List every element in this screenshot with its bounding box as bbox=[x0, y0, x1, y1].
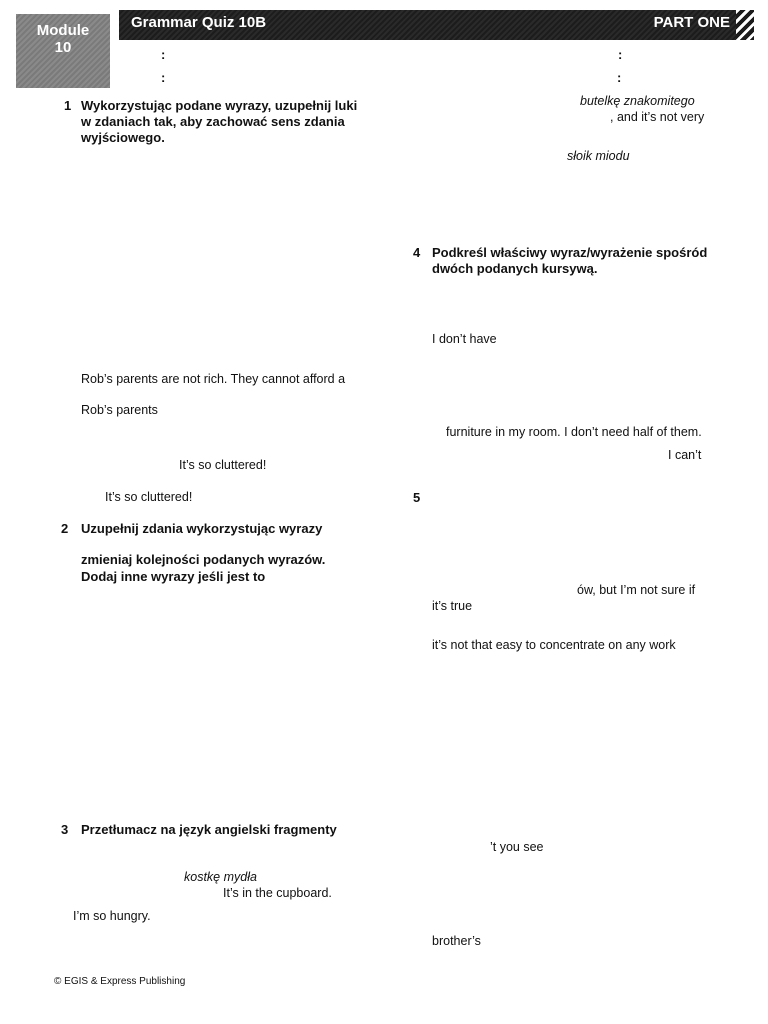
exercise-5-sentence: it’s not that easy to concentrate on any work bbox=[432, 638, 676, 652]
part-label: PART ONE bbox=[653, 14, 730, 31]
exercise-1-instruction-line: w zdaniach tak, aby zachować sens zdania bbox=[81, 114, 345, 129]
date-field-colon: : bbox=[618, 47, 623, 62]
score-field-colon: : bbox=[617, 70, 622, 85]
exercise-3-italic-phrase: słoik miodu bbox=[567, 149, 630, 163]
module-badge bbox=[16, 14, 110, 88]
exercise-4-number: 4 bbox=[413, 245, 421, 260]
exercise-1-instruction-line: wyjściowego. bbox=[81, 130, 165, 145]
quiz-title: Grammar Quiz 10B bbox=[131, 14, 267, 31]
exercise-4-instruction-line: dwóch podanych kursywą. bbox=[432, 261, 598, 276]
exercise-4-sentence: furniture in my room. I don’t need half of them. bbox=[446, 425, 702, 439]
exercise-3-sentence: It’s in the cupboard. bbox=[223, 886, 332, 900]
exercise-4-sentence: I can’t bbox=[668, 448, 702, 462]
exercise-1-sentence: Rob’s parents are not rich. They cannot afford a bbox=[81, 372, 346, 386]
exercise-3-number: 3 bbox=[61, 822, 69, 837]
exercise-1-instruction-line: Wykorzystując podane wyrazy, uzupełnij luki bbox=[81, 98, 358, 113]
exercise-4-instruction-line: Podkreśl właściwy wyraz/wyrażenie spośród bbox=[432, 245, 708, 260]
exercise-3-instruction: Przetłumacz na język angielski fragmenty bbox=[81, 822, 337, 837]
copyright-footer: © EGIS & Express Publishing bbox=[54, 976, 186, 987]
exercise-5-number: 5 bbox=[413, 490, 421, 505]
exercise-2-number: 2 bbox=[61, 521, 69, 536]
exercise-4-instruction bbox=[432, 245, 707, 277]
exercise-4-sentence: I don’t have bbox=[432, 332, 497, 346]
module-number: 10 bbox=[54, 39, 72, 56]
exercise-1-sentence: Rob’s parents bbox=[81, 403, 158, 417]
module-label: Module bbox=[36, 22, 90, 39]
exercise-1-sentence: It’s so cluttered! bbox=[179, 458, 267, 472]
class-field-colon: : bbox=[161, 70, 166, 85]
exercise-2-instruction-line: zmieniaj kolejności podanych wyrazów. bbox=[81, 552, 326, 567]
exercise-5-sentence: it’s true bbox=[432, 599, 473, 613]
exercise-3-italic-phrase: butelkę znakomitego bbox=[580, 94, 695, 108]
exercise-3-sentence: , and it’s not very bbox=[610, 110, 705, 124]
exercise-3-italic-phrase: kostkę mydła bbox=[184, 870, 257, 884]
exercise-5-sentence: ’t you see bbox=[490, 840, 544, 854]
exercise-5-sentence: brother’s bbox=[432, 934, 481, 948]
header-bar bbox=[119, 10, 754, 40]
name-field-colon: : bbox=[161, 47, 166, 62]
exercise-2-instruction-line: Dodaj inne wyrazy jeśli jest to bbox=[81, 569, 266, 584]
exercise-3-sentence: I’m so hungry. bbox=[73, 909, 151, 923]
exercise-1-number: 1 bbox=[64, 98, 72, 113]
exercise-5-sentence: ów, but I’m not sure if bbox=[577, 583, 696, 597]
exercise-1-instruction bbox=[81, 98, 357, 146]
exercise-2-instruction-line: Uzupełnij zdania wykorzystując wyrazy bbox=[81, 521, 323, 536]
exercise-1-sentence: It’s so cluttered! bbox=[105, 490, 193, 504]
